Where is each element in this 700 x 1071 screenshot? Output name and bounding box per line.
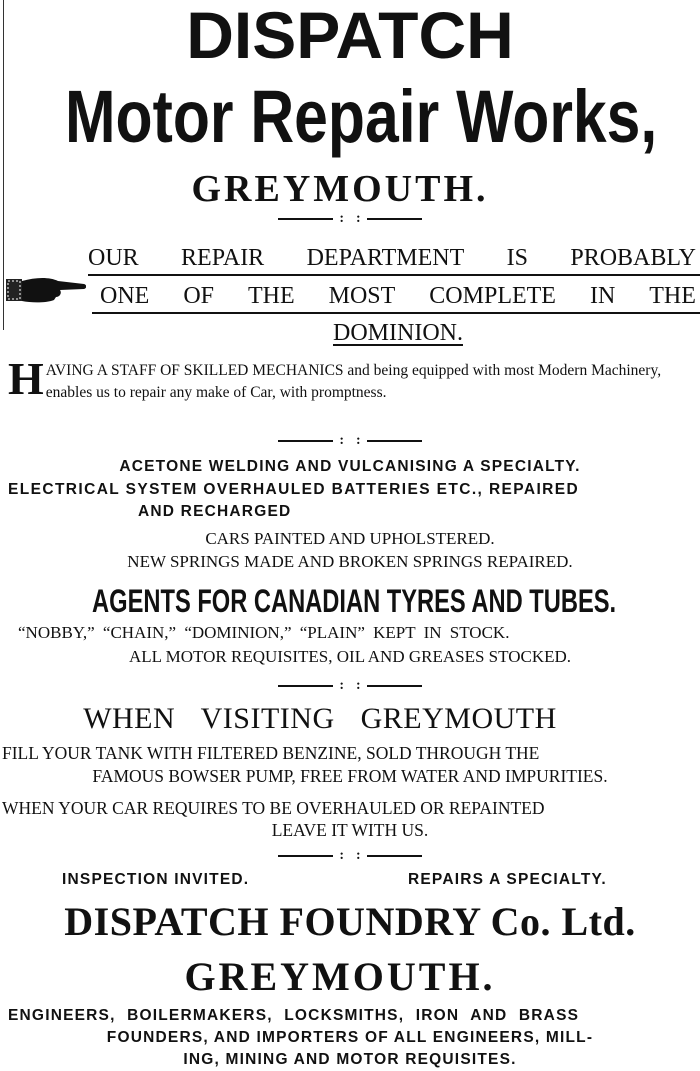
car-line-1: WHEN YOUR CAR REQUIRES TO BE OVERHAULED OR REPAINTED (2, 798, 545, 818)
location-heading: GREYMOUTH. (191, 168, 489, 210)
foundry-name: DISPATCH FOUNDRY Co. Ltd. (64, 899, 636, 944)
visiting-heading: WHEN VISITING GREYMOUTH (83, 702, 557, 735)
welding-line: ACETONE WELDING AND VULCANISING A SPECIALTY. (119, 458, 581, 475)
brands-line: “NOBBY,” “CHAIN,” “DOMINION,” “PLAIN” KEPT IN STOCK. (18, 623, 510, 642)
electrical-line-1: ELECTRICAL SYSTEM OVERHAULED BATTERIES ETC., REPAIRED (8, 481, 580, 498)
springs-line: NEW SPRINGS MADE AND BROKEN SPRINGS REPAIRED. (127, 552, 573, 571)
painted-line: CARS PAINTED AND UPHOLSTERED. (205, 529, 495, 548)
staff-paragraph: H AVING A STAFF OF SKILLED MECHANICS and being equipped with most Modern Machinery, enables us to repair any make of Car, with promptness. (8, 353, 662, 404)
foundry-desc-2: FOUNDERS, AND IMPORTERS OF ALL ENGINEERS, MILL- (106, 1029, 594, 1046)
ornament-divider: : : (0, 212, 700, 226)
repairs-specialty: REPAIRS A SPECIALTY. (408, 871, 607, 888)
ornament-divider: : : (0, 849, 700, 863)
foundry-location: GREYMOUTH. (184, 954, 496, 999)
repair-line-1: OUR REPAIR DEPARTMENT IS PROBABLY (88, 245, 696, 271)
inspection-invited: INSPECTION INVITED. (62, 871, 250, 888)
tank-line-2: FAMOUS BOWSER PUMP, FREE FROM WATER AND IMPURITIES. (92, 766, 608, 786)
repair-line-3: DOMINION. (333, 320, 463, 346)
repair-line-2: ONE OF THE MOST COMPLETE IN THE (100, 283, 696, 309)
tank-line-1: FILL YOUR TANK WITH FILTERED BENZINE, SOLD THROUGH THE (2, 743, 540, 763)
ornament-divider: : : (0, 434, 700, 448)
foundry-desc-1: ENGINEERS, BOILERMAKERS, LOCKSMITHS, IRON AND BRASS (8, 1007, 580, 1024)
requisites-line: ALL MOTOR REQUISITES, OIL AND GREASES STOCKED. (128, 647, 572, 666)
ad-title: DISPATCH (186, 0, 514, 72)
electrical-line-2: AND RECHARGED (138, 503, 292, 520)
ad-subtitle: Motor Repair Works, (65, 75, 658, 158)
ornament-divider: : : (0, 679, 700, 693)
rule-top (88, 274, 700, 276)
agents-heading: AGENTS FOR CANADIAN TYRES AND TUBES. (92, 583, 617, 619)
foundry-desc-3: ING, MINING AND MOTOR REQUISITES. (183, 1051, 517, 1068)
drop-cap: H (8, 353, 44, 404)
car-line-2: LEAVE IT WITH US. (271, 820, 429, 840)
rule-bottom (92, 312, 700, 314)
pointing-hand-icon (6, 273, 86, 307)
